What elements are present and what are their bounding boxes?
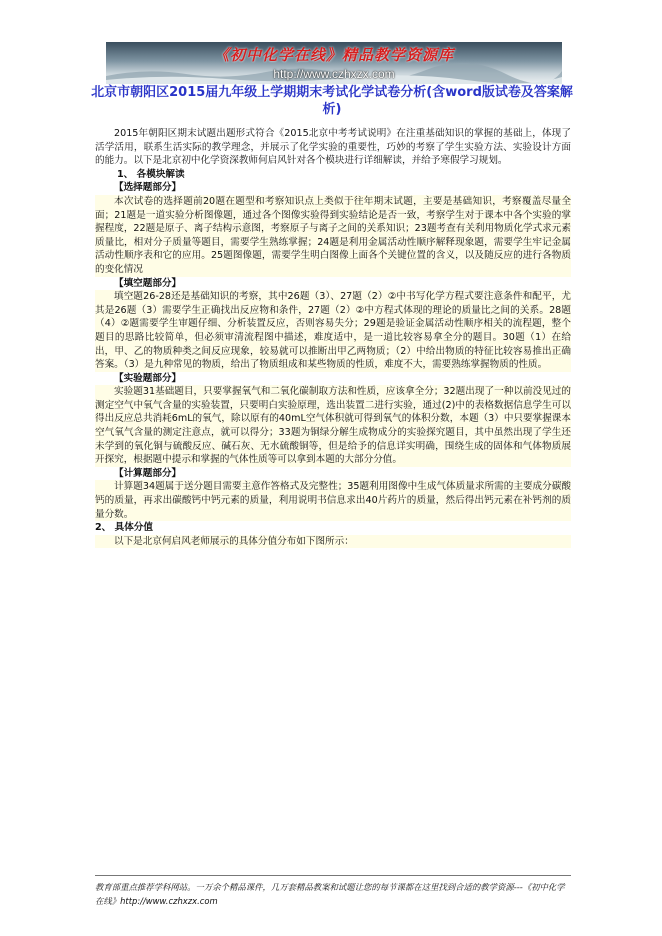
intro-paragraph: 2015年朝阳区期末试题出题形式符合《2015北京中考考试说明》在注重基础知识的掌握的基础上，体现了活学活用，联系生活实际的教学理念，并展示了化学实验的重要性，巧妙的考察了学生实验方法、实验设计方面的能力。以下是北京初中化学资深教师何启风针对各个模块进行详细解读，并给予寒假学习规划。 bbox=[95, 128, 571, 167]
choice-heading: 【选择题部分】 bbox=[114, 182, 182, 194]
section2-paragraph: 以下是北京何启风老师展示的具体分值分布如下图所示： bbox=[95, 535, 571, 549]
fill-heading: 【填空题部分】 bbox=[114, 277, 182, 289]
document-title: 北京市朝阳区2015届九年级上学期期末考试化学试卷分析(含word版试卷及答案解析) bbox=[91, 85, 573, 117]
banner-title: 《初中化学在线》精品教学资源库 bbox=[213, 46, 454, 64]
experiment-paragraph: 实验题31基础题目，只要掌握氧气和二氧化碳制取方法和性质，应该拿全分；32题出现了一种以前没见过的测定空气中氧气含量的实验装置，只要明白实验原理，选出装置二进行实验，通过(2)中的表格数据信息学生可以得出反应总共消耗6mL的氧气，除以原有的40mL空气体积就可得到氧气的体积分数，本题（3）中只要掌握课本空气氧气含量的测定注意点，就可以得分；33题为铜绿分解生成物成分的实验探究题目，其中虽然出现了学生还未学到的氧化铜与硫酸反应、碱石灰、无水硫酸铜等，但是给予的信息详实明确，围绕生成的固体和气体物质展开探究，根据题中提示和掌握的气体性质等可以拿到本题的大部分分值。 bbox=[95, 386, 571, 466]
footer-divider bbox=[95, 875, 571, 876]
header-banner bbox=[106, 42, 562, 84]
footer-text: 教育部重点推荐学科网站。一万余个精品课件，几万套精品教案和试题让您的每节课都在这里找到合适的教学资源---《初中化学在线》http://www.czhxzx.com bbox=[95, 882, 565, 906]
calc-paragraph: 计算题34题属于送分题目需要主意作答格式及完整性；35题利用图像中生成气体质量求所需的主要成分碳酸钙的质量，再求出碳酸钙中钙元素的质量，利用说明书信息求出40片药片的质量，然后得出钙元素在补钙剂的质量分数。 bbox=[95, 481, 571, 520]
choice-paragraph: 本次试卷的选择题前20题在题型和考察知识点上类似于往年期末试题，主要是基础知识，考察覆盖尽量全面；21题是一道实验分析图像题，通过各个图像实验得到实验结论是否一致，考察学生对于课本中各个实验的掌握程度，22题是原子、离子结构示意图，考察原子与离子之间的关系知识；23题考查有关利用物质化学式求元素质量比，相对分子质量等题目，需要学生熟练掌握；24题是利用金属活动性顺序解释现象题，需要学生牢记金属活动性顺序表和它的应用。25题图像题，需要学生明白图像上面各个关键位置的含义，以及随反应的进行各物质的变化情况 bbox=[95, 195, 571, 275]
fill-paragraph: 填空题26-28还是基础知识的考察，其中26题（3）、27题（2）②中书写化学方程式要注意条件和配平，尤其是26题（3）需要学生正确找出反应物和条件，27题（2）②中方程式体现的理论的质量比之间的关系。28题（4）②题需要学生审题仔细、分析装置反应，否则容易失分；29题是验证金属活动性顺序相关的流程题，整个题目的思路比较简单，但必须审清流程图中描述，难度适中，是一道比较容易拿全分的题目。30题（1）在给出，甲、乙的物质种类之间反应现象，较易就可以推断出甲乙两物质；（2）中给出物质的特征比较容易推出正确答案。（3）是九种常见的物质，给出了物质组成和某些物质的性质，难度不大，需要熟练掌握物质的性质。 bbox=[95, 291, 571, 371]
section-heading: 2、 具体分值 bbox=[95, 522, 153, 534]
section-heading: 1、 各模块解读 bbox=[117, 168, 185, 180]
experiment-heading: 【实验题部分】 bbox=[114, 372, 182, 384]
document-body bbox=[95, 127, 571, 548]
banner-url[interactable]: http://www.czhxzx.com bbox=[273, 67, 395, 81]
calc-heading: 【计算题部分】 bbox=[114, 467, 182, 479]
